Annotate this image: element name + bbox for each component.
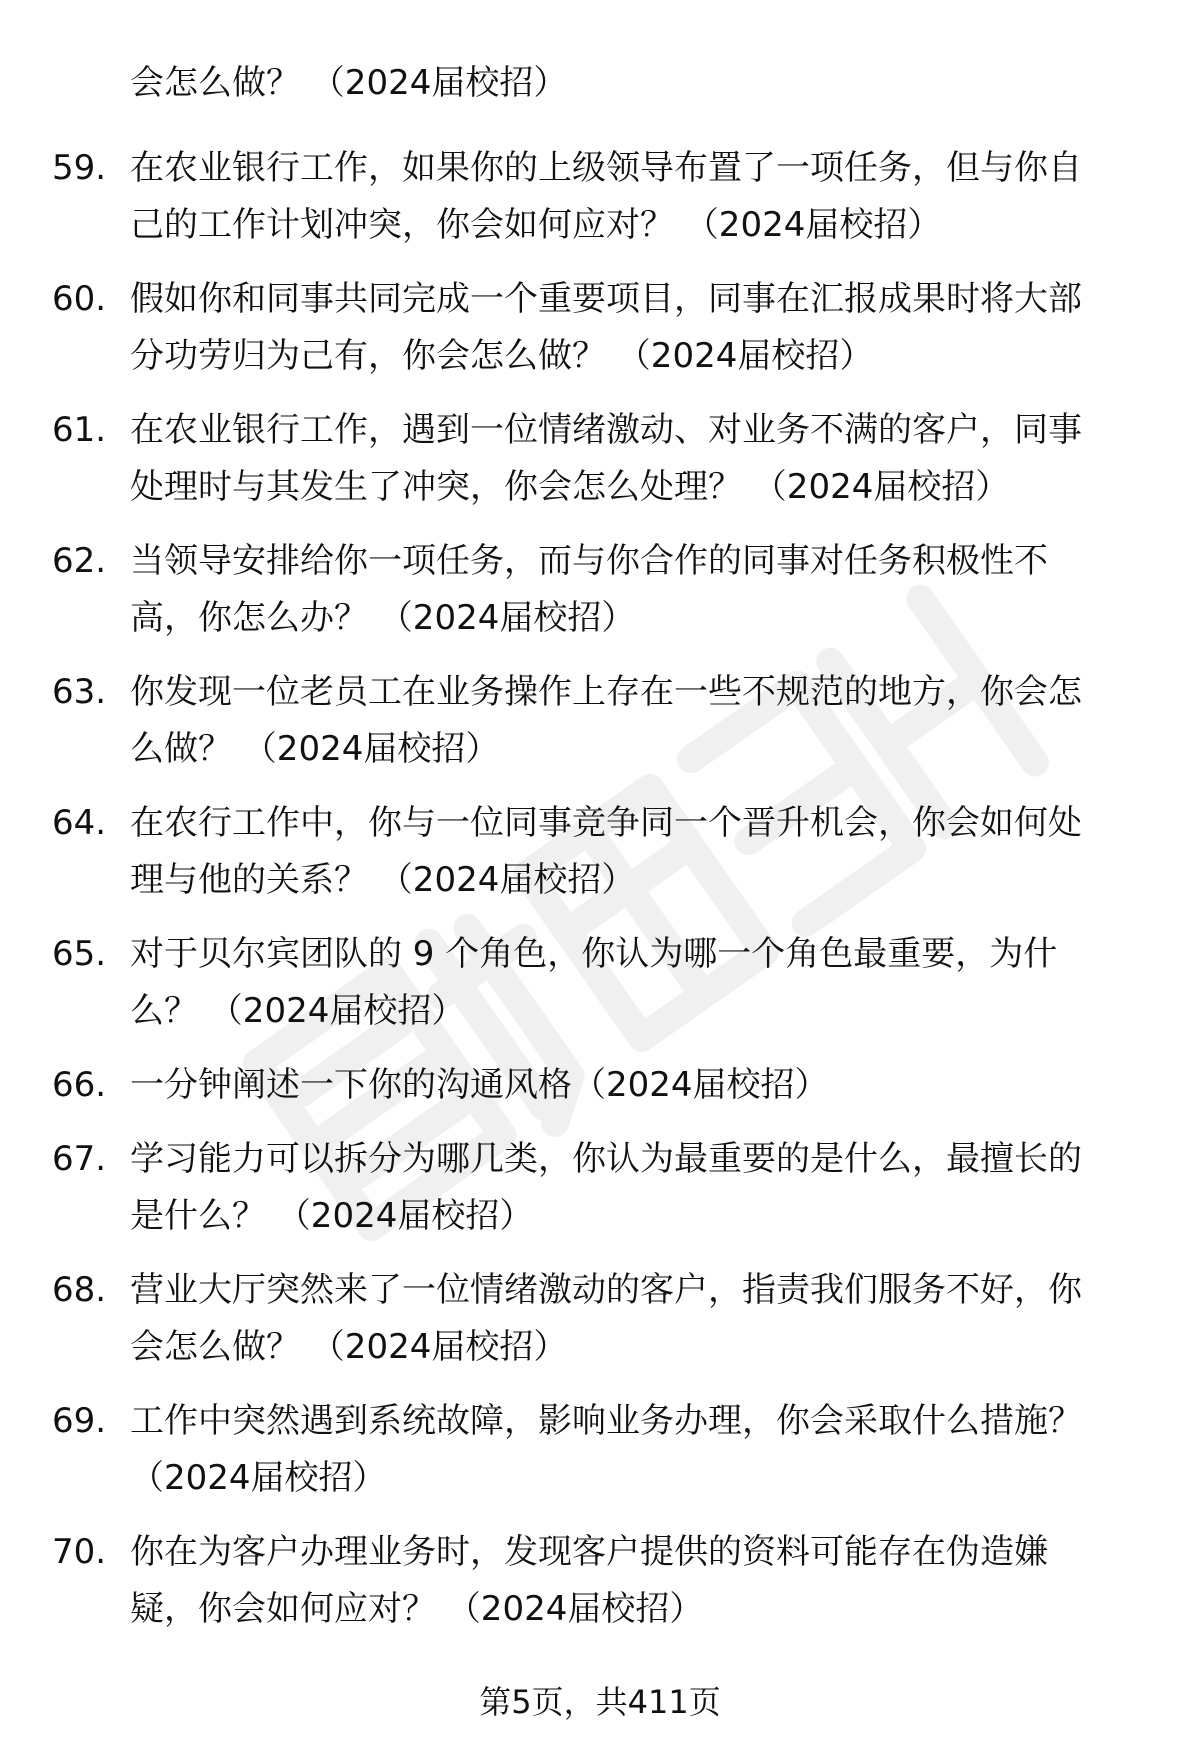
question-text <box>130 1131 1140 1245</box>
question-text <box>130 1262 1140 1376</box>
question-text <box>130 795 1140 909</box>
question-line: 处理时与其发生了冲突，你会怎么处理？ （2024届校招） <box>130 467 1010 507</box>
question-item <box>0 926 1200 1057</box>
question-number: 65. <box>52 934 107 974</box>
question-item <box>0 1524 1200 1655</box>
question-item <box>0 1262 1200 1393</box>
question-text <box>130 1057 1140 1114</box>
question-item <box>0 402 1200 533</box>
question-text <box>130 926 1140 1040</box>
continuation-text: 会怎么做？ （2024届校招） <box>130 63 568 103</box>
question-number: 61. <box>52 410 107 450</box>
page-footer: 第5页，共411页 <box>479 1683 721 1721</box>
question-line: 你发现一位老员工在业务操作上存在一些不规范的地方，你会怎 <box>130 672 1082 712</box>
question-text <box>130 1393 1140 1507</box>
question-line: 营业大厅突然来了一位情绪激动的客户，指责我们服务不好，你 <box>130 1270 1082 1310</box>
question-number: 67. <box>52 1139 107 1179</box>
question-line: 假如你和同事共同完成一个重要项目，同事在汇报成果时将大部 <box>130 279 1082 319</box>
question-line: 工作中突然遇到系统故障，影响业务办理，你会采取什么措施？ <box>130 1401 1082 1441</box>
question-item <box>0 1393 1200 1524</box>
question-text <box>130 140 1140 254</box>
question-line: 分功劳归为己有，你会怎么做？ （2024届校招） <box>130 336 874 376</box>
question-line: 么做？ （2024届校招） <box>130 729 500 769</box>
question-line: 一分钟阐述一下你的沟通风格（2024届校招） <box>130 1065 829 1105</box>
question-item <box>0 795 1200 926</box>
question-number: 69. <box>52 1401 107 1441</box>
question-text <box>130 1524 1140 1638</box>
question-line: 当领导安排给你一项任务，而与你合作的同事对任务积极性不 <box>130 541 1048 581</box>
question-number: 70. <box>52 1532 107 1572</box>
question-line: 高，你怎么办？ （2024届校招） <box>130 598 636 638</box>
question-line: 疑，你会如何应对？ （2024届校招） <box>130 1589 704 1629</box>
question-line: 会怎么做？ （2024届校招） <box>130 1327 568 1367</box>
question-line: （2024届校招） <box>130 1458 387 1498</box>
question-line: 在农行工作中，你与一位同事竞争同一个晋升机会，你会如何处 <box>130 803 1082 843</box>
question-text <box>130 664 1140 778</box>
question-item <box>0 1057 1200 1131</box>
question-line: 对于贝尔宾团队的 9 个角色，你认为哪一个角色最重要，为什 <box>130 934 1058 974</box>
question-number: 68. <box>52 1270 107 1310</box>
question-line: 么？ （2024届校招） <box>130 991 466 1031</box>
question-number: 63. <box>52 672 107 712</box>
question-number: 60. <box>52 279 107 319</box>
question-number: 66. <box>52 1065 107 1105</box>
question-number: 62. <box>52 541 107 581</box>
question-item <box>0 1131 1200 1262</box>
question-text <box>130 402 1140 516</box>
question-line: 在农业银行工作，遇到一位情绪激动、对业务不满的客户，同事 <box>130 410 1082 450</box>
question-line: 是什么？ （2024届校招） <box>130 1196 534 1236</box>
question-text <box>130 533 1140 647</box>
question-line: 学习能力可以拆分为哪几类，你认为最重要的是什么，最擅长的 <box>130 1139 1082 1179</box>
question-text <box>130 271 1140 385</box>
question-list <box>0 140 1200 1655</box>
question-line: 在农业银行工作，如果你的上级领导布置了一项任务，但与你自 <box>130 148 1082 188</box>
question-line: 理与他的关系？ （2024届校招） <box>130 860 636 900</box>
question-item <box>0 533 1200 664</box>
question-item <box>0 140 1200 271</box>
question-line: 你在为客户办理业务时，发现客户提供的资料可能存在伪造嫌 <box>130 1532 1048 1572</box>
question-item <box>0 271 1200 402</box>
question-item <box>0 664 1200 795</box>
question-line: 己的工作计划冲突，你会如何应对？ （2024届校招） <box>130 205 942 245</box>
question-number: 64. <box>52 803 107 843</box>
question-number: 59. <box>52 148 107 188</box>
